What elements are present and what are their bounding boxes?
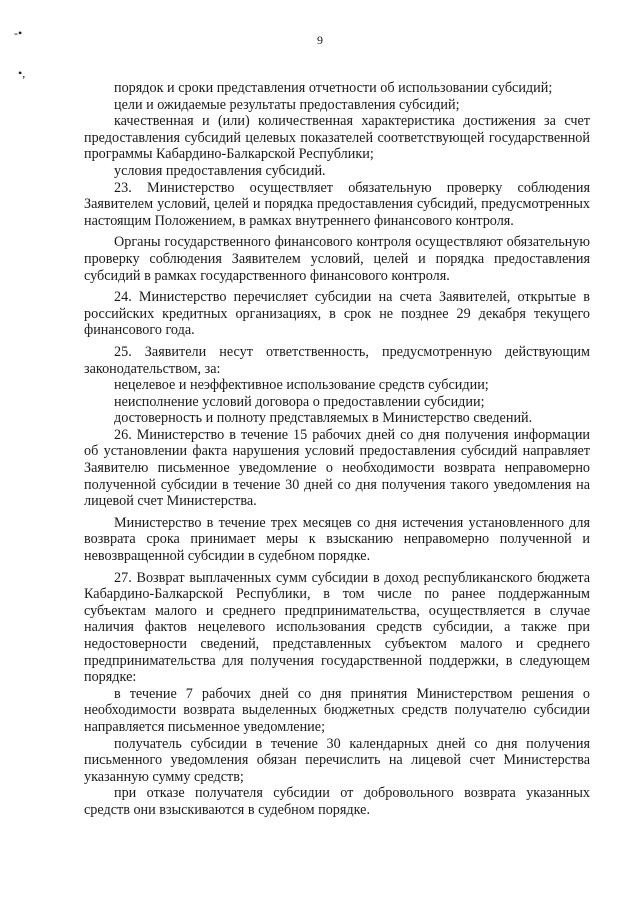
margin-mark: -• <box>14 26 23 40</box>
body-paragraph: условия предоставления субсидий. <box>114 162 326 179</box>
body-paragraph: качественная и (или) количественная характеристика достижения за счет предоставления субсидий целевых показателей соответствующей государственной программы Кабардино-Балкарской Республики; <box>84 113 590 163</box>
body-paragraph: Органы государственного финансового контроля осуществляют обязательную проверку соблюдения Заявителем условий, целей и порядка предоставления субсидий в рамках государственного финансового контроля. <box>84 234 590 284</box>
body-paragraph: при отказе получателя субсидии от добровольного возврата указанных средств они взыскиваются в судебном порядке. <box>84 785 590 818</box>
body-paragraph: достоверность и полноту представляемых в Министерство сведений. <box>114 410 533 427</box>
body-paragraph: цели и ожидаемые результаты предоставления субсидий; <box>114 96 460 113</box>
section-26-paragraph: 26. Министерство в течение 15 рабочих дней со дня получения информации об установлении факта нарушения условий предоставления субсидий направляет Заявителю письменное уведомление о необходимости возврата неправомерно полученной субсидии в течение 30 дней со дня получения такого уведомления на лицевой счет Министерства. <box>84 426 590 510</box>
body-paragraph: в течение 7 рабочих дней со дня принятия Министерством решения о необходимости возврата выделенных бюджетных средств получателю субсидии направляется письменное уведомление; <box>84 685 590 735</box>
document-body <box>84 80 590 819</box>
section-25-paragraph: 25. Заявители несут ответственность, предусмотренную действующим законодательством, за: <box>84 343 590 377</box>
body-paragraph: получатель субсидии в течение 30 календарных дней со дня получения письменного уведомления обязан перечислить на лицевой счет Министерства указанную сумму средств; <box>84 735 590 785</box>
body-paragraph: порядок и сроки представления отчетности об использовании субсидий; <box>114 80 553 96</box>
section-27-paragraph: 27. Возврат выплаченных сумм субсидии в доход республиканского бюджета Кабардино-Балкарской Республики, в том числе по ранее поддержанным субъектам малого и среднего предпринимательства, осуществляется в случае наличия фактов нецелевого использования средств субсидии, а также при недостоверности сведений, представленных субъектом малого и среднего предпринимательства для получения государственной поддержки, в следующем порядке: <box>84 569 590 686</box>
section-23-paragraph: 23. Министерство осуществляет обязательную проверку соблюдения Заявителем условий, целей и порядка предоставления субсидий, предусмотренных настоящим Положением, в рамках внутреннего финансового контроля. <box>84 179 590 229</box>
body-paragraph: Министерство в течение трех месяцев со дня истечения установленного для возврата срока принимает меры к взысканию неправомерно полученной и невозвращенной субсидии в судебном порядке. <box>84 514 590 565</box>
body-paragraph: неисполнение условий договора о предоставлении субсидии; <box>114 393 485 410</box>
body-paragraph: нецелевое и неэффективное использование средств субсидии; <box>114 377 489 394</box>
section-24-paragraph: 24. Министерство перечисляет субсидии на счета Заявителей, открытые в российских кредитных организациях, в срок не позднее 29 декабря текущего финансового года. <box>84 289 590 339</box>
margin-mark: •, <box>18 66 26 80</box>
page-number: 9 <box>317 33 323 47</box>
